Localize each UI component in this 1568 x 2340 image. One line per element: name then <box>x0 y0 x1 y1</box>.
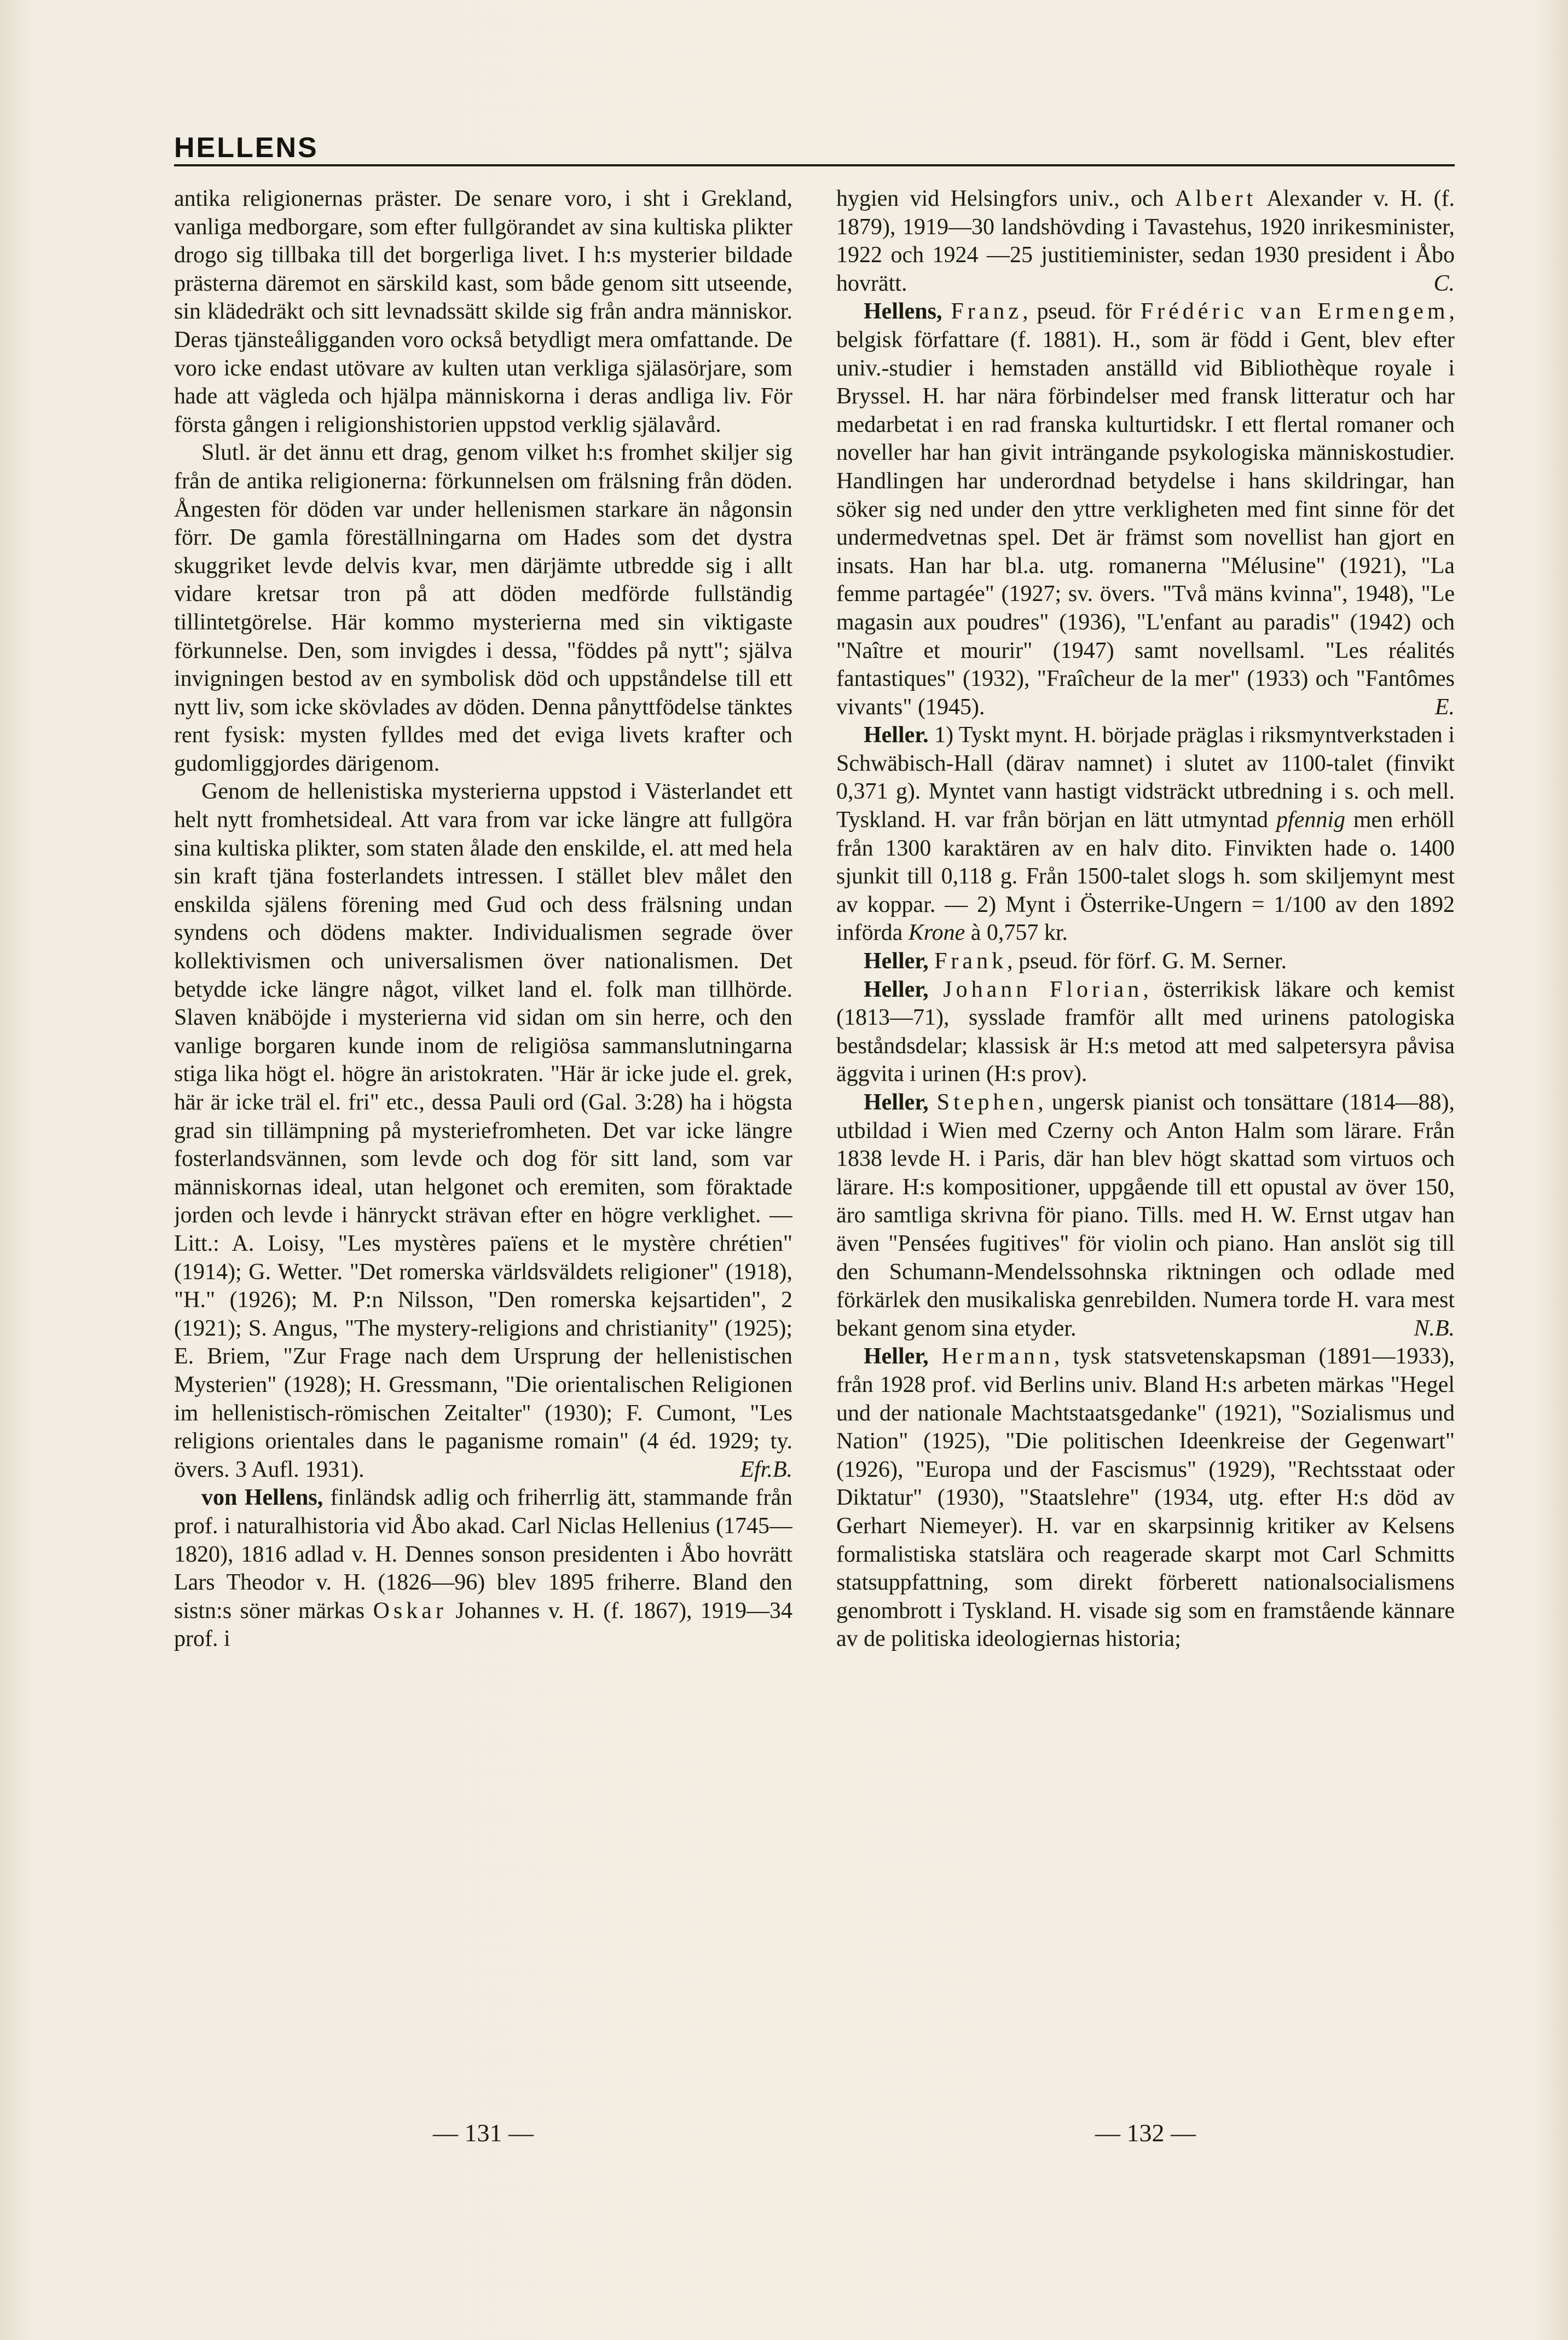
person-name: Hermann <box>941 1344 1054 1370</box>
entry-headword: von Hellens, <box>201 1485 323 1511</box>
entry-text: 1) Tyskt mynt. H. började präglas i riksmyntverkstaden i Schwäbisch-Hall (därav namnet) i slutet av 1100-talet (finvikt 0,371 g). Myntet vann hastigt vidsträckt utbredning i s. och mell. Tyskland. H. var från början en lätt utmyntad <box>836 723 1455 833</box>
author-signature: N.B. <box>1414 1315 1455 1341</box>
entry-hellens-franz <box>836 298 1455 721</box>
page-number-left: — 131 — <box>433 2119 534 2147</box>
header-rule <box>174 164 1455 166</box>
entry-heller-coin <box>836 721 1455 947</box>
entry-text: Alexander v. H. (f. 1879), 1919—30 landshövding i Tavastehus, 1920 inrikesminister, 1922 och 1924 —25 justitieminister, sedan 1930 president i Åbo hovrätt. <box>836 186 1455 296</box>
entry-text: men erhöll från 1300 karaktären av en halv dito. Finvikten hade o. 1400 sjunkit till 0,118 g. Från 1500-talet slogs h. som skiljemynt mest av koppar. — 2) Mynt i Österrike-Ungern = 1/100 av den 1892 införda <box>836 807 1455 946</box>
entry-von-hellens <box>174 1484 792 1654</box>
entry-text: Johannes v. H. (f. 1867), 1919—34 prof. i <box>174 1598 792 1652</box>
entry-text: finländsk adlig och friherrlig ätt, stammande från prof. i naturalhistoria vid Åbo akad. Carl Niclas Hellenius (1745—1820), 1816 adlad v. H. Dennes sonson presidenten i Åbo hovrätt Lars Theodor v. H. (1826—96) blev 1895 friherre. Bland den sistn:s söner märkas <box>174 1485 792 1623</box>
page-number-right: — 132 — <box>1095 2119 1196 2147</box>
entry-text: , ungersk pianist och tonsättare (1814—88), utbildad i Wien med Czerny och Anton Halm som lärare. Från 1838 levde H. i Paris, där han blev högt skattad som virtuos och lärare. H:s kompositioner, uppgående till ett opustal av över 150, äro samtliga skrivna för piano. Tills. med H. W. Ernst utgav han även "Pensées fugitives" för violin och piano. Han anslöt sig till den Schumann-Mendelssohnska riktningen och odlade med förkärlek den musikaliska genrebilden. Numera torde H. vara mest bekant genom sina etyder. <box>836 1090 1455 1341</box>
person-name: Frank <box>934 949 1008 974</box>
entry-heller-frank <box>836 947 1455 976</box>
entry-italic: pfennig <box>1276 807 1346 833</box>
entry-headword: Heller, <box>864 977 929 1002</box>
person-name: Stephen <box>936 1090 1038 1115</box>
paragraph <box>174 778 792 1484</box>
person-name: Frédéric van Ermengem <box>1140 299 1449 325</box>
entry-text: , österrikisk läkare och kemist (1813—71), sysslade framför allt med urinens patologiska beståndsdelar; klassisk är H:s metod att med salpetersyra påvisa äggvita i urinen (H:s prov). <box>836 977 1455 1087</box>
person-name: Albert <box>1174 186 1257 211</box>
entry-heller-johann <box>836 976 1455 1089</box>
author-signature: Efr.B. <box>740 1457 792 1482</box>
entry-headword: Heller, <box>864 1344 929 1370</box>
entry-text: hygien vid Helsingfors univ., och <box>836 186 1175 211</box>
entry-continuation <box>836 185 1455 298</box>
entry-heller-hermann <box>836 1343 1455 1654</box>
entry-text: , pseud. för <box>1022 299 1141 325</box>
right-column <box>836 185 1455 2068</box>
entry-headword: Heller, <box>864 949 929 974</box>
person-name: Johann Florian <box>943 977 1143 1002</box>
paragraph-text: Genom de hellenistiska mysterierna uppstod i Västerlandet ett helt nytt fromhetsideal. Att vara from var icke längre att fullgöra sina kultiska plikter, som staten ålade den enskilde, el. att med hela sin kraft tjäna fosterlandets intressen. I stället blev målet den enskilda själens förening med Gud och dess frälsning undan syndens och dödens makter. Individualismen segrade över kollektivismen och universalismen över nationalismen. Det betydde icke längre något, vilket land el. folk man tillhörde. Slaven knäböjde i mysterierna vid sidan om sin herre, och den vanlige borgaren kunde inom de religiösa sammanslutningarna stiga lika högt el. högre än aristokraten. "Här är icke jude el. grek, här är icke träl el. fri" etc., dessa Pauli ord (Gal. 3:28) ha i högsta grad sin tillämpning på mysteriefromheten. Det var icke längre fosterlandsvännen, som levde och dog för sitt land, som var människornas ideal, utan helgonet och eremiten, som föraktade jorden och levde i hänryckt strävan efter en högre verklighet. — Litt.: A. Loisy, "Les mystères païens et le mystère chrétien" (1914); G. Wetter. "Det romerska världsväldets religioner" (1918), "H." (1926); M. P:n Nilsson, "Den romerska kejsartiden", 2 (1921); S. Angus, "The mystery-religions and christianity" (1925); E. Briem, "Zur Frage nach dem Ursprung der hellenistischen Mysterien" (1928); H. Gressmann, "Die orientalischen Religionen im hellenistisch-römischen Zeitalter" (1930); F. Cumont, "Les religions orientales dans le paganisme romain" (4 éd. 1929; ty. övers. 3 Aufl. 1931). <box>174 779 792 1482</box>
paragraph: antika religionernas präster. De senare voro, i sht i Grekland, vanliga medborgare, som efter fullgörandet av sina kultiska plikter drogo sig tillbaka till det borgerliga livet. I h:s mysterier bildade prästerna däremot en särskild kast, som både genom sitt utseende, sin klädedräkt och sitt levnadssätt skilde sig från andra människor. Deras tjänsteåligganden voro också betydligt mera omfattande. De voro icke endast utövare av kulten utan verkliga själasörjare, som hade att vägleda och hjälpa människorna i deras andliga liv. För första gången i religionshistorien uppstod verklig själavård. <box>174 186 792 437</box>
entry-headword: Hellens, <box>864 299 942 325</box>
left-column <box>174 185 792 2068</box>
entry-text: , tysk statsvetenskapsman (1891—1933), från 1928 prof. vid Berlins univ. Bland H:s arbeten märkas "Hegel und der nationale Machtstaatsgedanke" (1921), "Sozialismus und Nation" (1925), "Die politischen Ideenkreise der Gegenwart" (1926), "Europa und der Fascismus" (1929), "Rechtsstaat oder Diktatur" (1930), "Staatslehre" (1934, utg. efter H:s död av Gerhart Niemeyer). H. var en skarpsinnig kritiker av Kelsens formalistiska statslära och reagerade skarpt mot Carl Schmitts statsuppfattning, som direkt förberett nationalsocialismens genombrott i Tyskland. H. visade sig som en framstående kännare av de politiska ideologiernas historia; <box>836 1344 1455 1652</box>
running-head: HELLENS <box>174 132 319 164</box>
author-signature: C. <box>1433 270 1455 296</box>
paragraph: Slutl. är det ännu ett drag, genom vilket h:s fromhet skiljer sig från de antika religionerna: förkunnelsen om frälsning från döden. Ångesten för döden var under hellenismen starkare än någonsin förr. De gamla föreställningarna om Hades som det dystra skuggriket levde delvis kvar, men därjämte utbredde sig i allt vidare kretsar tron på att döden medförde fullständig tillintetgörelse. Här kommo mysterierna med sin viktigaste förkunnelse. Den, som invigdes i dessa, "föddes på nytt"; själva invigningen bestod av en symbolisk död och uppståndelse till ett nytt liv, som icke skövlades av döden. Denna pånyttfödelse tänktes rent fysisk: mysten fylldes med det eviga livets krafter och gudomliggjordes därigenom. <box>174 440 792 776</box>
entry-heller-stephen <box>836 1089 1455 1343</box>
entry-headword: Heller, <box>864 1090 929 1115</box>
entry-text: à 0,757 kr. <box>965 920 1068 946</box>
person-name: Franz <box>951 299 1023 325</box>
author-signature: E. <box>1434 694 1455 720</box>
entry-italic: Krone <box>908 920 965 946</box>
entry-text: , belgisk författare (f. 1881). H., som är född i Gent, blev efter univ.-studier i hemstaden anställd vid Bibliothèque royale i Bryssel. H. har nära förbindelser med fransk litteratur och har medarbetat i en rad franska kulturtidskr. I ett flertal romaner och noveller har han givit inträngande psykologiska människostudier. Handlingen har underordnad betydelse i hans skildringar, han söker sig ned under den yttre verkligheten med fint sinne för det undermedvetnas spel. Det är främst som novellist han gjort en insats. Han har bl.a. utg. romanerna "Mélusine" (1921), "La femme partagée" (1927; sv. övers. "Två mäns kvinna", 1948), "Le magasin aux poudres" (1936), "L'enfant au paradis" (1942) och "Naître et mourir" (1947) samt novellsaml. "Les réalités fantastiques" (1932), "Fraîcheur de la mer" (1933) och "Fantômes vivants" (1945). <box>836 299 1455 720</box>
person-name: Oskar <box>373 1598 447 1623</box>
entry-headword: Heller. <box>864 723 929 748</box>
entry-text: , pseud. för förf. G. M. Serner. <box>1007 949 1287 974</box>
